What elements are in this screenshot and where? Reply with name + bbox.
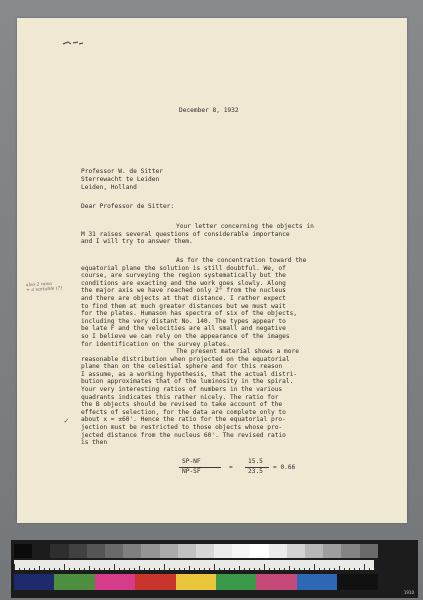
ruler-tick [249,568,250,570]
gray-patch [214,544,232,558]
color-calibration-target [11,540,418,598]
ruler-tick [214,564,215,570]
paragraph-line: including the very distant No. 140. The types appear to [81,317,286,325]
paragraph-line: reasonable distribution when projected on the equatorial [81,355,290,363]
color-patch-strip [14,574,378,590]
gray-patch [160,544,178,558]
ruler-tick [219,568,220,570]
ruler-tick [54,568,55,570]
equation-lhs-numerator: SP-NF [182,458,201,465]
ruler-tick [274,568,275,570]
ruler-tick [119,568,120,570]
ruler-tick [234,568,235,570]
equation-rhs-denominator: 23.5 [248,468,263,475]
ruler-tick [244,568,245,570]
ruler-tick [164,564,165,570]
ruler-tick [184,568,185,570]
color-patch [54,574,94,590]
color-patch [297,574,337,590]
ruler-tick [364,564,365,570]
paragraph-line: plane than on the celestial sphere and for this reason [81,363,283,371]
paragraph-line: to find them at much greater distances but we must wait [81,302,286,310]
ruler-tick [179,568,180,570]
paragraph-line: about x = ±60'. Hence the ratio for the equatorial pro- [81,416,286,424]
gray-patch [141,544,159,558]
letter-date: December 8, 1932 [179,107,239,114]
ruler-tick [59,568,60,570]
ruler-tick [359,568,360,570]
letter-page [17,18,407,523]
ruler-tick [84,568,85,570]
paragraph-line: conditions are exacting and the work goes slowly. Along [81,279,286,287]
gray-patch [287,544,305,558]
target-label: 1910 [403,590,414,595]
salutation: Dear Professor de Sitter: [81,203,175,210]
ruler-tick [314,564,315,570]
ruler-tick [39,566,40,570]
ruler-tick [69,568,70,570]
gray-patch [50,544,68,558]
ruler-tick [14,564,15,570]
color-patch [256,574,296,590]
paragraph-line: Your letter concerning the objects in [176,223,314,230]
ruler-tick [369,568,370,570]
ruler-tick [284,568,285,570]
ruler-tick [304,568,305,570]
ruler-tick [324,568,325,570]
gray-patch [269,544,287,558]
paragraph-line: The present material shows a more [176,348,299,355]
ruler-tick [294,568,295,570]
ruler-tick [169,568,170,570]
paragraph-line: bution approximates that of the luminosity in the spiral. [81,378,294,386]
ruler-tick [74,568,75,570]
ruler-tick [334,568,335,570]
ruler-tick [239,566,240,570]
ruler-tick [44,568,45,570]
gray-patch [341,544,359,558]
equation-result: = 0.66 [273,464,296,471]
ruler-tick [354,568,355,570]
ruler-tick [124,568,125,570]
paragraph-line: Your very interesting ratios of numbers in the various [81,386,283,393]
color-patch [216,574,256,590]
ruler-tick [339,566,340,570]
recipient-line: Professor W. de Sitter [81,168,163,175]
color-patch [14,574,54,590]
paragraph-line: so I believe we can rely on the appearance of the images [81,333,290,340]
ruler-tick [64,564,65,570]
gray-patch [305,544,323,558]
paragraph-line: effects of selection, for the data are complete only to [81,408,286,416]
paragraph-line: jection must be restricted to those objects whose pro- [81,424,283,431]
ruler-tick [309,568,310,570]
ruler-tick [254,568,255,570]
ruler-tick [144,568,145,570]
margin-note-line: + a variable (?) [26,286,63,294]
paragraph-line: and I will try to answer them. [81,238,193,246]
gray-patch [105,544,123,558]
ruler-tick [29,568,30,570]
ruler-tick [349,568,350,570]
ruler-tick [79,568,80,570]
color-patch [135,574,175,590]
ruler-tick [49,568,50,570]
paragraph-line: M 31 raises several questions of considerable importance [81,230,290,238]
ruler-tick [279,568,280,570]
ruler-tick [289,566,290,570]
gray-patch [196,544,214,558]
ruler-tick [329,568,330,570]
ruler-tick [209,568,210,570]
gray-patch [87,544,105,558]
margin-check-mark: ✓ [64,416,69,425]
paragraph-line: the B objects should be revised to take account of the [81,401,283,409]
margin-note-line: also 2 nova [25,281,53,289]
gray-patch [32,544,50,558]
ruler-tick [104,568,105,570]
paragraph-line: As for the concentration toward the [176,257,307,264]
ruler-tick [269,568,270,570]
ruler-tick [114,564,115,570]
color-patch [337,574,377,590]
paragraph-line: equatorial plane the solution is still doubtful. We, of [81,264,286,272]
paragraph-line: course, are surveying the region systematically but the [81,272,286,280]
ruler-tick [149,568,150,570]
gray-patch [323,544,341,558]
paragraph-line: and there are objects at that distance. I rather expect [81,295,286,302]
ruler-tick [19,568,20,570]
ruler-tick [129,568,130,570]
gray-patch [123,544,141,558]
ruler-tick [24,568,25,570]
recipient-line: Leiden, Holland [81,184,137,191]
ruler-tick [34,568,35,570]
ruler-tick [374,568,375,570]
ruler-tick [264,564,265,570]
gray-patch [250,544,268,558]
paragraph-line: I assume, as a working hypothesis, that the actual distri- [81,370,298,378]
ruler-tick [299,568,300,570]
ruler-strip [14,560,374,570]
ruler-tick [189,566,190,570]
ruler-tick [94,568,95,570]
ruler-tick [224,568,225,570]
ruler-tick [344,568,345,570]
gray-patch [360,544,378,558]
gray-patch [14,544,32,558]
ruler-tick [199,568,200,570]
grayscale-strip [14,544,378,558]
color-patch [176,574,216,590]
ruler-tick [134,568,135,570]
paragraph-line: quadrants indicates this rather nicely. The ratio for [81,393,279,401]
ruler-tick [194,568,195,570]
gray-patch [69,544,87,558]
ruler-tick [99,568,100,570]
ruler-tick [139,566,140,570]
equation-lhs-denominator: NP-SF [182,468,201,475]
ruler-tick [109,568,110,570]
equation-rhs-numerator: 15.5 [248,458,263,465]
ruler-tick [174,568,175,570]
equation-equals: = [229,464,233,471]
ruler-tick [89,566,90,570]
ruler-tick [159,568,160,570]
letter-body [17,18,407,523]
gray-patch [232,544,250,558]
ruler-tick [204,568,205,570]
ruler-tick [229,568,230,570]
recipient-line: Sterrewacht te Leiden [81,176,160,183]
paragraph-line: be late F and the velocities are all small and negative [81,325,286,333]
ruler-tick [319,568,320,570]
paragraph-line: is then [81,439,108,447]
paragraph-line: for identification on the survey plates. [81,340,231,348]
paragraph-line: jected distance from the nucleus 60'. The revised ratio [81,431,286,439]
ruler-tick [154,568,155,570]
gray-patch [178,544,196,558]
color-patch [95,574,135,590]
ruler-tick [259,568,260,570]
paragraph-line: the major axis we have reached only 2° from the nucleus [81,287,286,295]
paragraph-line: for the plates. Humason has spectra of six of the objects, [81,310,298,318]
